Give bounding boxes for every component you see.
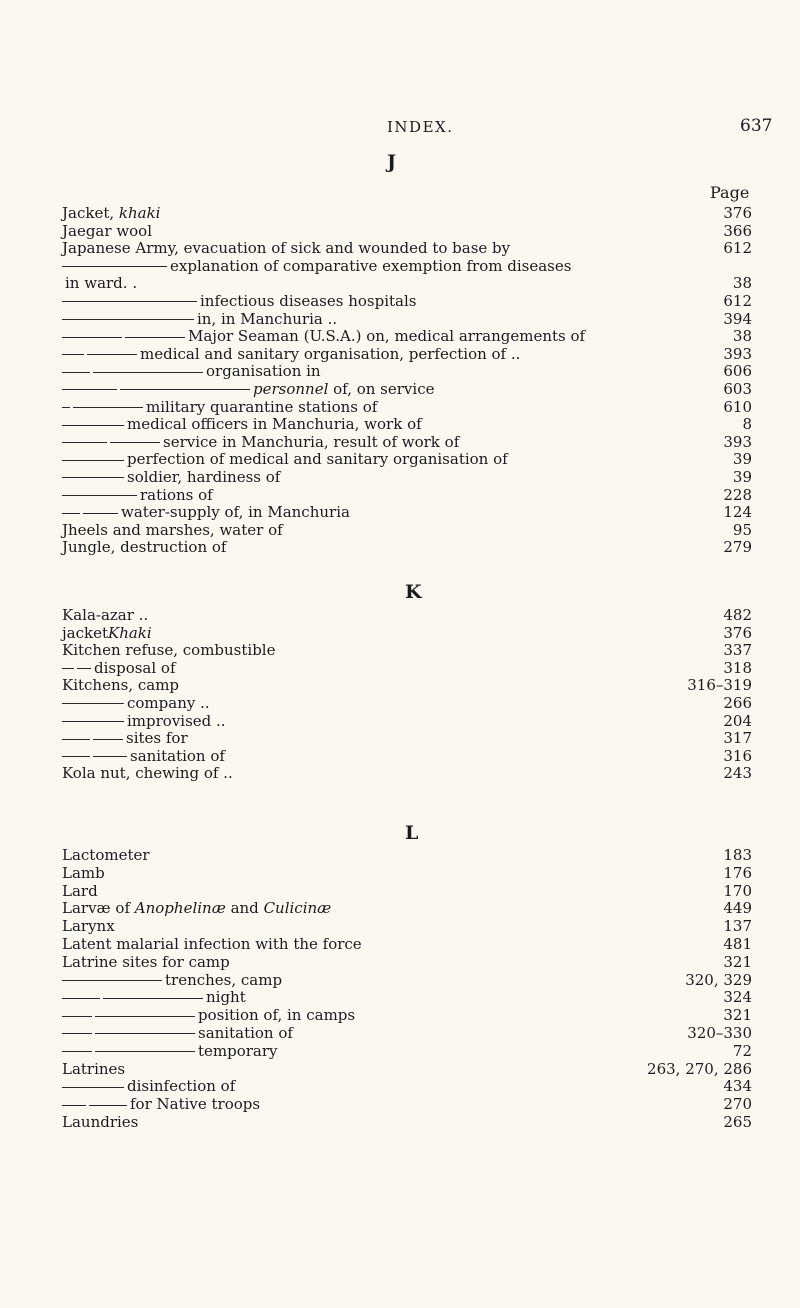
page-reference: 95 (732, 520, 752, 539)
index-entry (62, 1043, 752, 1061)
running-header (0, 118, 800, 142)
index-entry (62, 205, 752, 223)
entry-subtext: Major Seaman (U.S.A.) on, medical arrangements of (188, 327, 586, 346)
entry-text (62, 487, 213, 505)
index-entry (62, 713, 752, 731)
index-entry (62, 1096, 752, 1114)
index-entry (62, 677, 752, 695)
page-reference: 606 (723, 362, 752, 381)
page-reference: 393 (723, 344, 752, 363)
page-reference: 321 (723, 952, 752, 971)
continuation-dash (62, 1051, 92, 1052)
index-entry (62, 346, 752, 364)
entry-text (62, 625, 152, 643)
section-letter-j: J (387, 151, 396, 173)
entry-text (62, 1025, 293, 1043)
entry-text (62, 695, 210, 713)
entry-text (62, 469, 280, 487)
index-entry (62, 275, 752, 293)
entry-subtext: medical officers in Manchuria, work of (127, 415, 422, 434)
entry-subtext: disposal of (94, 658, 176, 677)
page-reference: 434 (723, 1077, 752, 1096)
entry-subtext: sites for (126, 729, 188, 748)
page-reference: 316–319 (687, 676, 752, 695)
page-reference: 266 (723, 693, 752, 712)
entry-subtext: position of, in camps (198, 1006, 356, 1025)
entry-text (62, 311, 337, 329)
index-entry (62, 847, 752, 865)
entry-heading: Kola nut, chewing of .. (62, 764, 233, 783)
index-entry (62, 311, 752, 329)
entry-text (62, 240, 510, 258)
continuation-dash (62, 1105, 86, 1106)
entry-subtext: company .. (127, 693, 210, 712)
index-entry (62, 865, 752, 883)
entry-subtext: rations of (140, 485, 213, 504)
page-reference: 449 (723, 899, 752, 918)
page-reference: 176 (723, 863, 752, 882)
index-entry (62, 451, 752, 469)
entry-heading-italic: Culicinæ (263, 899, 332, 918)
entry-heading: Jheels and marshes, water of (62, 520, 283, 539)
index-entry (62, 487, 752, 505)
entry-text (62, 677, 179, 695)
entry-text (62, 936, 362, 954)
entry-subtext: soldier, hardiness of (127, 467, 281, 486)
entry-subtext: in ward. . (65, 274, 138, 293)
index-entry (62, 695, 752, 713)
entry-subtext: infectious diseases hospitals (200, 291, 417, 310)
index-entry (62, 293, 752, 311)
section-k (62, 607, 752, 783)
entry-subtext: organisation in (206, 362, 321, 381)
index-entry (62, 381, 752, 399)
continuation-dash (62, 721, 124, 722)
continuation-dash (62, 460, 124, 461)
entry-text (62, 293, 416, 311)
continuation-dash (62, 354, 84, 355)
page-reference: 394 (723, 309, 752, 328)
index-entry (62, 522, 752, 540)
entry-heading: Kitchens, camp (62, 676, 180, 695)
page-reference: 8 (742, 415, 752, 434)
page-reference: 324 (723, 988, 752, 1007)
page-reference: 320–330 (687, 1023, 752, 1042)
entry-heading: Lard (62, 881, 98, 900)
continuation-dash (62, 425, 124, 426)
index-entry (62, 660, 752, 678)
continuation-dash (89, 1105, 127, 1106)
continuation-dash (87, 354, 137, 355)
index-entry (62, 972, 752, 990)
continuation-dash (62, 703, 124, 704)
page-reference: 603 (723, 379, 752, 398)
entry-text (62, 900, 331, 918)
entry-text (62, 865, 105, 883)
index-entry (62, 416, 752, 434)
continuation-dash (62, 301, 197, 302)
continuation-dash (120, 389, 250, 390)
continuation-dash (95, 1051, 195, 1052)
entry-heading: jacket (62, 623, 108, 642)
page-reference: 228 (723, 485, 752, 504)
entry-text (62, 328, 585, 346)
entry-heading-cont: and (225, 899, 264, 918)
index-entry (62, 900, 752, 918)
continuation-dash (62, 1033, 92, 1034)
continuation-dash (110, 442, 160, 443)
entry-text (62, 748, 225, 766)
index-entry (62, 539, 752, 557)
page-reference: 376 (723, 204, 752, 222)
index-entry (62, 469, 752, 487)
entry-text (62, 363, 321, 381)
page-reference: 320, 329 (685, 970, 752, 989)
entry-text (62, 434, 459, 452)
entry-text (62, 730, 188, 748)
page-reference: 183 (723, 846, 752, 864)
entry-heading: Lamb (62, 863, 105, 882)
entry-text (62, 1078, 235, 1096)
continuation-dash (93, 372, 203, 373)
index-entry (62, 223, 752, 241)
continuation-dash (125, 337, 185, 338)
running-title: INDEX. (387, 118, 454, 136)
continuation-dash (93, 739, 123, 740)
index-entry (62, 748, 752, 766)
continuation-dash (62, 668, 74, 669)
page-reference: 72 (732, 1041, 752, 1060)
entry-text (62, 1007, 355, 1025)
page-reference: 366 (723, 221, 752, 240)
entry-text (62, 972, 282, 990)
entry-heading: Kitchen refuse, combustible (62, 641, 276, 660)
page-reference: 270 (723, 1095, 752, 1114)
entry-text (62, 205, 160, 223)
entry-heading: Laundries (62, 1112, 139, 1131)
continuation-dash (95, 1033, 195, 1034)
entry-heading: Larvæ of (62, 899, 135, 918)
index-entry (62, 765, 752, 783)
entry-text (62, 1043, 278, 1061)
index-entry (62, 989, 752, 1007)
entry-subtext: improvised .. (127, 711, 226, 730)
continuation-dash (73, 407, 143, 408)
index-entry (62, 625, 752, 643)
entry-text (62, 660, 176, 678)
page-reference: 204 (723, 711, 752, 730)
index-entry (62, 918, 752, 936)
continuation-dash (62, 372, 90, 373)
continuation-dash (62, 980, 162, 981)
page-reference: 316 (723, 746, 752, 765)
index-entry (62, 240, 752, 258)
continuation-dash (103, 998, 203, 999)
index-entry (62, 730, 752, 748)
page-reference: 482 (723, 606, 752, 624)
continuation-dash (83, 513, 118, 514)
page-reference: 321 (723, 1006, 752, 1025)
continuation-dash (93, 756, 127, 757)
page-reference: 137 (723, 917, 752, 936)
section-l (62, 847, 752, 1132)
entry-subtext: military quarantine stations of (146, 397, 378, 416)
entry-text (62, 765, 233, 783)
entry-subtext: in, in Manchuria .. (197, 309, 338, 328)
continuation-dash (62, 1016, 92, 1017)
entry-text (62, 451, 508, 469)
entry-subtext: trenches, camp (165, 970, 283, 989)
entry-text (62, 642, 276, 660)
entry-text (62, 275, 137, 293)
continuation-dash (62, 442, 107, 443)
continuation-dash (62, 407, 70, 408)
page-reference: 279 (723, 538, 752, 557)
index-entry (62, 399, 752, 417)
entry-text (62, 522, 283, 540)
entry-subtext: night (206, 988, 246, 1007)
entry-heading: Lactometer (62, 846, 150, 864)
continuation-dash (62, 477, 124, 478)
continuation-dash (62, 998, 100, 999)
page-reference: 393 (723, 432, 752, 451)
page-reference: 170 (723, 881, 752, 900)
page-reference: 612 (723, 239, 752, 258)
index-entry (62, 607, 752, 625)
page-reference: 317 (723, 729, 752, 748)
continuation-dash (77, 668, 91, 669)
continuation-dash (62, 1087, 124, 1088)
page-reference: 337 (723, 641, 752, 660)
index-entry (62, 1114, 752, 1132)
entry-subtext: disinfection of (127, 1077, 236, 1096)
entry-text (62, 539, 226, 557)
index-entry (62, 883, 752, 901)
page-reference: 263, 270, 286 (647, 1059, 752, 1078)
entry-subtext-italic: personnel (253, 379, 329, 398)
page-number: 637 (740, 116, 773, 136)
continuation-dash (62, 739, 90, 740)
section-letter-k: K (405, 581, 422, 603)
entry-text (62, 381, 434, 399)
entry-text (62, 713, 226, 731)
section-j (62, 205, 752, 557)
entry-subtext: service in Manchuria, result of work of (163, 432, 460, 451)
page-reference: 38 (732, 327, 752, 346)
page-reference: 39 (732, 467, 752, 486)
continuation-dash (62, 495, 137, 496)
entry-subtext: sanitation of (130, 746, 225, 765)
index-entry (62, 363, 752, 381)
continuation-dash (62, 513, 80, 514)
index-entry (62, 434, 752, 452)
entry-heading: Latrines (62, 1059, 126, 1078)
continuation-dash (62, 319, 194, 320)
entry-text (62, 504, 350, 522)
entry-text (62, 1096, 260, 1114)
page-reference: 610 (723, 397, 752, 416)
continuation-dash (95, 1016, 195, 1017)
entry-heading: Jaegar wool (62, 221, 153, 240)
entry-subtext: sanitation of (198, 1023, 293, 1042)
entry-text (62, 607, 148, 625)
entry-text (62, 847, 150, 865)
entry-heading: Larynx (62, 917, 115, 936)
entry-heading: Jacket, (62, 204, 119, 222)
entry-text (62, 416, 422, 434)
entry-subtext: medical and sanitary organisation, perfection of .. (140, 344, 521, 363)
entry-subtext: of, on service (328, 379, 435, 398)
page-reference: 376 (723, 623, 752, 642)
index-entry (62, 936, 752, 954)
entry-text (62, 918, 115, 936)
entry-text (62, 883, 98, 901)
page-reference: 481 (723, 934, 752, 953)
index-entry (62, 328, 752, 346)
entry-subtext: perfection of medical and sanitary organisation of (127, 450, 508, 469)
continuation-dash (62, 756, 90, 757)
continuation-dash (62, 337, 122, 338)
index-entry (62, 258, 752, 276)
page-column-label: Page (710, 183, 750, 202)
index-entry (62, 504, 752, 522)
continuation-dash (62, 389, 117, 390)
entry-text (62, 399, 377, 417)
page-reference: 124 (723, 503, 752, 522)
entry-text (62, 954, 230, 972)
page-reference: 243 (723, 764, 752, 783)
entry-heading-italic: khaki (118, 204, 161, 222)
section-letter-l: L (405, 822, 419, 844)
entry-heading: Japanese Army, evacuation of sick and wounded to base by (62, 239, 511, 258)
entry-heading-italic: Khaki (108, 623, 152, 642)
entry-heading: Latrine sites for camp (62, 952, 230, 971)
index-entry (62, 1007, 752, 1025)
index-entry (62, 1025, 752, 1043)
index-entry (62, 1078, 752, 1096)
entry-text (62, 258, 571, 276)
entry-heading-italic: Anophelinæ (134, 899, 226, 918)
entry-subtext: explanation of comparative exemption from diseases (170, 256, 572, 275)
index-entry (62, 1061, 752, 1079)
index-entry (62, 954, 752, 972)
entry-heading: Kala-azar .. (62, 606, 149, 624)
entry-heading: Jungle, destruction of (62, 538, 227, 557)
index-entry (62, 642, 752, 660)
page-reference: 39 (732, 450, 752, 469)
page-reference: 38 (732, 274, 752, 293)
page-reference: 265 (723, 1112, 752, 1131)
page-reference: 612 (723, 291, 752, 310)
entry-text (62, 989, 246, 1007)
entry-text (62, 1114, 138, 1132)
entry-subtext: temporary (198, 1041, 278, 1060)
entry-subtext: water-supply of, in Manchuria (121, 503, 350, 522)
entry-text (62, 1061, 125, 1079)
entry-text (62, 223, 152, 241)
entry-heading: Latent malarial infection with the force (62, 934, 362, 953)
entry-text (62, 346, 520, 364)
page-reference: 318 (723, 658, 752, 677)
entry-subtext: for Native troops (130, 1095, 261, 1114)
continuation-dash (62, 266, 167, 267)
